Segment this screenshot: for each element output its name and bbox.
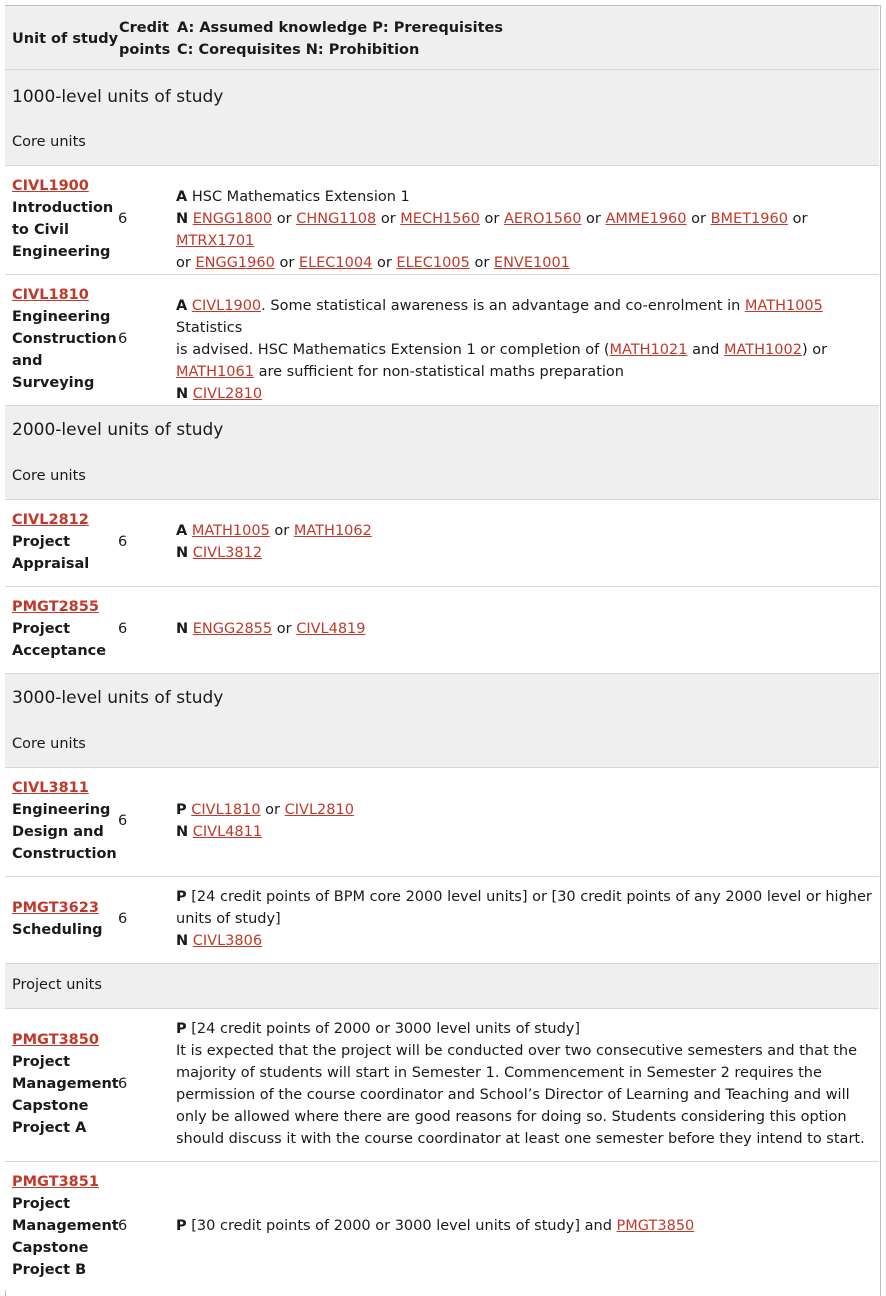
- unit-link[interactable]: CIVL3806: [192, 933, 263, 949]
- req-note: majority of students will start in Semester 1. Commencement in Semester 2 requires the: [176, 1065, 822, 1081]
- unit-name: to Civil: [12, 222, 69, 238]
- section-heading: [5, 454, 879, 500]
- conj: or: [586, 211, 601, 227]
- unit-name: Design and: [12, 824, 104, 840]
- unit-link[interactable]: ENGG1960: [195, 255, 275, 271]
- unit-name: Scheduling: [12, 922, 103, 938]
- req-text: [24 credit points of BPM core 2000 level units] or [30 credit points of any 2000 level or higher: [191, 889, 872, 905]
- unit-name: Management: [12, 1076, 119, 1092]
- conj: or: [176, 255, 191, 271]
- table-row: [5, 587, 879, 674]
- req-label: A: [176, 523, 188, 539]
- req-note: permission of the course coordinator and School’s Director of Learning and Teaching and will: [176, 1087, 850, 1103]
- level-heading: [5, 674, 879, 722]
- req-label: P: [176, 1218, 187, 1234]
- unit-link[interactable]: CIVL4811: [192, 824, 263, 840]
- section-title: Core units: [12, 736, 86, 752]
- req-label: N: [176, 211, 189, 227]
- table-row: [5, 768, 879, 877]
- req-label: P: [176, 1021, 187, 1037]
- section-heading: [5, 722, 879, 768]
- unit-link[interactable]: ENVE1001: [493, 255, 570, 271]
- unit-code-link[interactable]: PMGT3851: [12, 1174, 99, 1190]
- req-label: P: [176, 802, 187, 818]
- req-text: . Some statistical awareness is an advantage and co-enrolment in: [261, 298, 741, 314]
- unit-code-link[interactable]: CIVL3811: [12, 780, 89, 796]
- req-label: N: [176, 621, 189, 637]
- unit-link[interactable]: CIVL2810: [192, 386, 263, 402]
- table-row: [5, 877, 879, 964]
- unit-name: Capstone: [12, 1240, 89, 1256]
- unit-name: Engineering: [12, 309, 111, 325]
- unit-link[interactable]: MATH1005: [744, 298, 823, 314]
- table-row: [5, 1162, 879, 1290]
- credit-points: 6: [118, 1076, 128, 1092]
- table-row: [5, 1009, 879, 1162]
- conj: or: [276, 621, 292, 637]
- level-title: 3000-level units of study: [12, 688, 224, 708]
- unit-name: Engineering: [12, 244, 111, 260]
- unit-name: Project: [12, 1196, 71, 1212]
- credit-points: 6: [118, 211, 128, 227]
- unit-link[interactable]: CIVL2810: [284, 802, 354, 818]
- unit-link[interactable]: MATH1021: [609, 342, 688, 358]
- unit-name: and: [12, 353, 43, 369]
- conj: or: [376, 255, 392, 271]
- table-row: [5, 166, 879, 275]
- unit-link[interactable]: ELEC1005: [396, 255, 470, 271]
- unit-link[interactable]: CIVL1810: [191, 802, 261, 818]
- unit-name: Project A: [12, 1120, 87, 1136]
- unit-link[interactable]: BMET1960: [710, 211, 788, 227]
- section-title: Core units: [12, 468, 86, 484]
- unit-link[interactable]: MATH1005: [191, 523, 270, 539]
- unit-link[interactable]: AERO1560: [503, 211, 582, 227]
- unit-name: Project: [12, 1054, 71, 1070]
- level-title: 2000-level units of study: [12, 420, 224, 440]
- unit-link[interactable]: ENGG1800: [192, 211, 273, 227]
- conj: or: [265, 802, 281, 818]
- req-label: N: [176, 545, 189, 561]
- unit-link[interactable]: AMME1960: [605, 211, 687, 227]
- table-header: [5, 6, 879, 70]
- unit-name: Project B: [12, 1262, 87, 1278]
- conj: or: [380, 211, 396, 227]
- unit-name: Management: [12, 1218, 119, 1234]
- unit-link[interactable]: CIVL4819: [296, 621, 366, 637]
- conj: or: [484, 211, 500, 227]
- req-text: ) or: [801, 342, 828, 358]
- section-heading: [5, 120, 879, 166]
- header-unit: Unit of study: [12, 31, 119, 47]
- unit-name: Construction: [12, 331, 117, 347]
- level-title: 1000-level units of study: [12, 87, 224, 107]
- credit-points: 6: [118, 621, 128, 637]
- req-label: N: [176, 824, 189, 840]
- req-note: only be allowed where there are good reasons for doing so. Students considering this option: [176, 1109, 847, 1125]
- req-label: A: [176, 189, 188, 205]
- unit-code-link[interactable]: PMGT3623: [12, 900, 99, 916]
- unit-link[interactable]: ELEC1004: [298, 255, 373, 271]
- unit-name: Surveying: [12, 375, 95, 391]
- header-credit-2: points: [119, 42, 171, 58]
- req-text: and: [692, 342, 720, 358]
- unit-code-link[interactable]: PMGT2855: [12, 599, 99, 615]
- unit-code-link[interactable]: CIVL1810: [12, 287, 89, 303]
- header-req-1: A: Assumed knowledge P: Prerequisites: [177, 20, 504, 36]
- req-text: units of study]: [176, 911, 281, 927]
- req-note: It is expected that the project will be conducted over two consecutive semesters and that the: [176, 1043, 858, 1059]
- unit-name: Project: [12, 534, 71, 550]
- header-req-2: C: Corequisites N: Prohibition: [177, 42, 420, 58]
- conj: or: [279, 255, 295, 271]
- req-text: [24 credit points of 2000 or 3000 level units of study]: [191, 1021, 581, 1037]
- header-credit-1: Credit: [119, 20, 169, 36]
- credit-points: 6: [118, 331, 128, 347]
- unit-link[interactable]: ENGG2855: [192, 621, 273, 637]
- req-text: is advised. HSC Mathematics Extension 1 or completion of (: [176, 342, 610, 358]
- unit-link[interactable]: CHNG1108: [296, 211, 377, 227]
- unit-link[interactable]: PMGT3850: [616, 1218, 695, 1234]
- conj: or: [691, 211, 706, 227]
- unit-code-link[interactable]: CIVL1900: [12, 178, 89, 194]
- req-text: are sufficient for non-statistical maths preparation: [258, 364, 624, 380]
- unit-code-link[interactable]: PMGT3850: [12, 1032, 99, 1048]
- table-row: [5, 275, 879, 406]
- req-label: N: [176, 386, 189, 402]
- unit-link[interactable]: CIVL1900: [191, 298, 262, 314]
- section-title: Core units: [12, 134, 86, 150]
- unit-name: Project: [12, 621, 71, 637]
- unit-name: Appraisal: [12, 556, 90, 572]
- req-label: N: [176, 933, 189, 949]
- section-heading: [5, 964, 879, 1009]
- unit-link[interactable]: MATH1061: [176, 364, 254, 380]
- req-label: P: [176, 889, 187, 905]
- unit-name: Acceptance: [12, 643, 107, 659]
- credit-points: 6: [118, 534, 128, 550]
- conj: or: [474, 255, 490, 271]
- section-title: Project units: [12, 977, 102, 993]
- conj: or: [792, 211, 808, 227]
- unit-name: Introduction: [12, 200, 114, 216]
- credit-points: 6: [118, 1218, 128, 1234]
- req-text: Statistics: [176, 320, 243, 336]
- unit-link[interactable]: MATH1002: [723, 342, 802, 358]
- credit-points: 6: [118, 813, 128, 829]
- req-text: [30 credit points of 2000 or 3000 level units of study] and: [191, 1218, 612, 1234]
- level-heading: [5, 70, 879, 120]
- conj: or: [276, 211, 292, 227]
- unit-link[interactable]: MATH1062: [293, 523, 372, 539]
- credit-points: 6: [118, 911, 128, 927]
- unit-name: Construction: [12, 846, 117, 862]
- unit-code-link[interactable]: CIVL2812: [12, 512, 89, 528]
- req-text: HSC Mathematics Extension 1: [191, 189, 410, 205]
- unit-name: Capstone: [12, 1098, 89, 1114]
- unit-link[interactable]: MTRX1701: [176, 233, 255, 249]
- conj: or: [274, 523, 290, 539]
- unit-link[interactable]: MECH1560: [400, 211, 480, 227]
- level-heading: [5, 406, 879, 454]
- table-row: [5, 500, 879, 587]
- req-note: should discuss it with the course coordinator at least one semester before they intend to start.: [176, 1131, 865, 1147]
- req-label: A: [176, 298, 188, 314]
- unit-name: Engineering: [12, 802, 111, 818]
- unit-link[interactable]: CIVL3812: [192, 545, 263, 561]
